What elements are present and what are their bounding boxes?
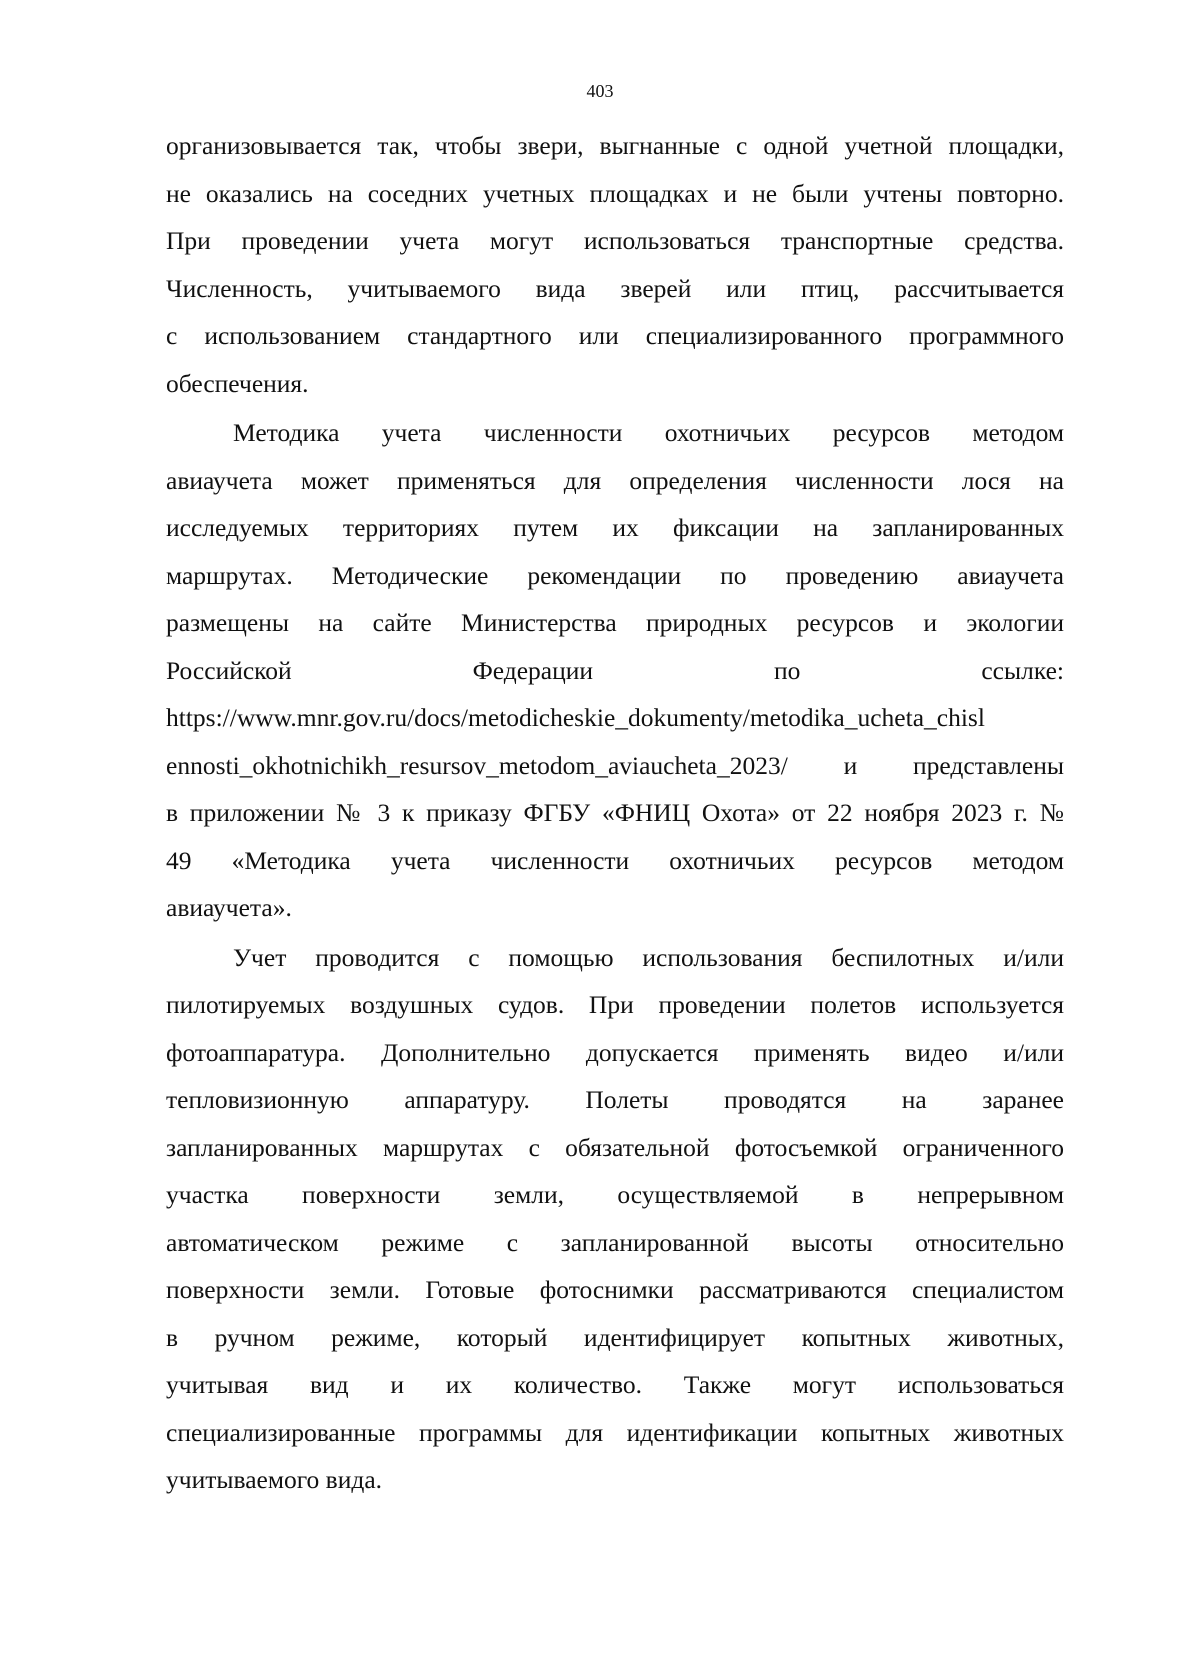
text-line: ennosti_okhotnichikh_resursov_metodom_aviaucheta_2023/ и представлены [166, 750, 1064, 780]
body-text [166, 122, 1064, 1504]
text-line: При проведении учета могут использоваться транспортные средства. [166, 226, 1064, 255]
text-line: Численность, учитываемого вида зверей или птиц, рассчитывается [166, 273, 1064, 303]
paragraph-1 [166, 122, 1064, 407]
text-line: не оказались на соседних учетных площадках и не были учтены повторно. [166, 178, 1064, 208]
text-line: пилотируемых воздушных судов. При проведении полетов используется [166, 990, 1064, 1019]
text-line: маршрутах. Методические рекомендации по проведению авиаучета [166, 560, 1064, 590]
text-line: Методика учета численности охотничьих ресурсов методом [233, 418, 1064, 447]
text-line: размещены на сайте Министерства природных ресурсов и экологии [166, 608, 1064, 637]
link-text: https://www.mnr.gov.ru/docs/metodicheskie_dokumenty/metodika_ucheta_chisl [166, 703, 985, 732]
text-line: авиаучета». [166, 893, 292, 922]
text-line: учитываемого вида. [166, 1465, 383, 1494]
text-line: в ручном режиме, который идентифицирует копытных животных, [166, 1322, 1064, 1352]
text-line: участка поверхности земли, осуществляемой в непрерывном [166, 1180, 1064, 1209]
text-line: 49 «Методика учета численности охотничьих ресурсов методом [166, 845, 1064, 875]
text-line: запланированных маршрутах с обязательной фотосъемкой ограниченного [166, 1132, 1064, 1162]
paragraph-2 [166, 409, 1064, 932]
text-line: фотоаппаратура. Дополнительно допускается применять видео и/или [166, 1037, 1064, 1067]
text-line: Российской Федерации по ссылке: [166, 655, 1064, 685]
text-line: авиаучета может применяться для определения численности лося на [166, 465, 1064, 495]
text-line: с использованием стандартного или специализированного программного [166, 321, 1064, 350]
text-line: организовывается так, чтобы звери, выгнанные с одной учетной площадки, [166, 131, 1064, 160]
paragraph-3 [166, 934, 1064, 1504]
page-number: 403 [586, 81, 614, 101]
text-line: Учет проводится с помощью использования беспилотных и/или [233, 942, 1064, 972]
text-line: автоматическом режиме с запланированной высоты относительно [166, 1227, 1064, 1257]
text-line: исследуемых территориях путем их фиксации на запланированных [166, 513, 1064, 542]
text-line: учитывая вид и их количество. Также могут использоваться [166, 1370, 1064, 1399]
text-line: обеспечения. [166, 368, 309, 398]
text-line: в приложении № 3 к приказу ФГБУ «ФНИЦ Охота» от 22 ноября 2023 г. № [166, 798, 1064, 827]
text-line: тепловизионную аппаратуру. Полеты проводятся на заранее [166, 1085, 1064, 1114]
text-line: специализированные программы для идентификации копытных животных [166, 1417, 1064, 1447]
text-line: поверхности земли. Готовые фотоснимки рассматриваются специалистом [166, 1275, 1064, 1304]
